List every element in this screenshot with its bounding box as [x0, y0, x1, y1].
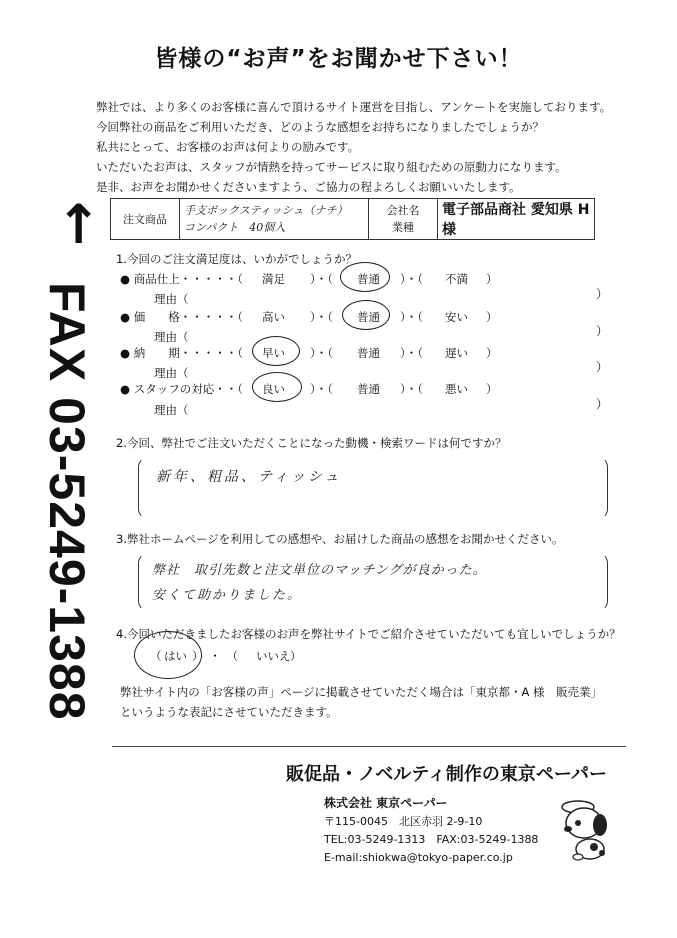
intro-line: 今回弊社の商品をご利用いただき、どのような感想をお持ちになりましたでしょうか？: [96, 120, 545, 134]
company-label: 会社名: [386, 204, 420, 217]
q1-reason-close: ）: [596, 397, 609, 411]
q1-option-selected: 良い: [262, 382, 285, 396]
divider: [112, 746, 626, 747]
q1-separator: ）・（: [400, 310, 423, 324]
intro-line: 弊社では、より多くのお客様に喜んで頂けるサイト運営を目指し、アンケートを実施しております。: [96, 100, 612, 114]
q1-paren-close: ）: [486, 346, 498, 360]
industry-label: 業種: [392, 221, 414, 234]
fax-number: FAX 03-5249-1388: [39, 282, 95, 721]
q1-reason-close: ）: [596, 360, 609, 374]
q1-option: 満足: [262, 272, 285, 286]
q1-paren-close: ）: [486, 382, 498, 396]
q1-option: 普通: [357, 346, 380, 360]
q1-reason-close: ）: [596, 324, 609, 338]
product-line: 手支ボックスティッシュ（ナチ）: [184, 204, 348, 217]
q4-note: 弊社サイト内の「お客様の声」ページに掲載させていただく場合は「東京都・A 様 販売業」: [120, 685, 602, 699]
q1-option: 安い: [445, 310, 468, 324]
q1-item-label: ● 納 期・・・・・（: [120, 346, 243, 360]
q1-option: 高い: [262, 310, 285, 324]
q1-option: 不満: [445, 272, 468, 286]
footer-email: E-mail:shiokwa@tokyo-paper.co.jp: [324, 851, 513, 864]
q3-answer-line: 弊社 取引先数と注文単位のマッチングが良かった。: [152, 563, 487, 578]
q4-paren-close: ）: [290, 649, 302, 663]
selection-circle: [342, 300, 390, 330]
q1-reason-label: 理由（: [154, 403, 189, 417]
q1-separator: ）・（: [400, 382, 423, 396]
q1-paren-close: ）: [486, 272, 498, 286]
q1-reason-label: 理由（: [154, 330, 189, 344]
intro-line: 私共にとって、お客様のお声は何よりの励みです。: [96, 140, 360, 154]
q1-option: 普通: [357, 382, 380, 396]
q1-separator: ）・（: [400, 272, 423, 286]
footer-address: 〒115-0045 北区赤羽 2-9-10: [324, 815, 483, 828]
q1-question: 1.今回のご注文満足度は、いかがでしょうか？: [116, 252, 357, 266]
q1-option: 遅い: [445, 346, 468, 360]
company-label-cell: [369, 199, 438, 240]
q4-separator: ） ・ （: [192, 649, 238, 663]
dog-mascot-icon: [556, 795, 618, 863]
q1-option-selected: 普通: [357, 310, 380, 324]
selection-circle: [252, 336, 300, 366]
q3-question: 3.弊社ホームページを利用しての感想や、お届けした商品の感想をお聞かせください。: [116, 532, 564, 546]
product-line: コンパクト 40個入: [184, 221, 286, 234]
q1-reason-label: 理由（: [154, 292, 189, 306]
q1-option-selected: 早い: [262, 346, 285, 360]
q4-question: 4.今回いただきましたお客様のお声を弊社サイトでご紹介させていただいても宜しいでしょうか？: [116, 627, 621, 641]
q1-separator: ）・（: [310, 310, 333, 324]
q1-reason-close: ）: [596, 287, 609, 301]
q1-option-selected: 普通: [357, 272, 380, 286]
q1-separator: ）・（: [310, 346, 333, 360]
footer-brand: 販促品・ノベルティ制作の東京ペーパー: [286, 764, 607, 785]
q3-answer-line: 安くて助かりました。: [152, 588, 303, 603]
q1-item-label: ● 価 格・・・・・（: [120, 310, 243, 324]
intro-line: いただいたお声は、スタッフが情熱を持ってサービスに取り組むための原動力になります。: [96, 160, 567, 174]
q2-question: 2.今回、弊社でご注文いただくことになった動機・検索ワードは何ですか？: [116, 436, 507, 450]
page-title: 皆様の“お声”をお聞かせ下さい！: [154, 46, 523, 72]
q1-separator: ）・（: [400, 346, 423, 360]
product-label: 注文商品: [111, 199, 180, 240]
q1-separator: ）・（: [310, 382, 333, 396]
selection-circle: [252, 372, 302, 402]
q1-reason-label: 理由（: [154, 366, 189, 380]
footer-company: 株式会社 東京ペーパー: [324, 796, 448, 810]
order-info-table: [110, 198, 595, 240]
q4-yes: はい: [164, 649, 187, 663]
selection-circle: [134, 631, 202, 679]
q4-note: というような表記にさせていただきます。: [120, 705, 338, 719]
q1-paren-close: ）: [486, 310, 498, 324]
q4-paren-open: （: [150, 649, 162, 663]
q1-item-label: ● 商品仕上・・・・・（: [120, 272, 243, 286]
q2-answer: 新年、粗品、ティッシュ: [156, 469, 342, 485]
q1-separator: ）・（: [310, 272, 333, 286]
footer-tel-fax: TEL:03-5249-1313 FAX:03-5249-1388: [324, 833, 539, 846]
q1-option: 悪い: [445, 382, 468, 396]
q1-item-label: ● スタッフの対応・・（: [120, 382, 243, 396]
product-value: [180, 199, 369, 240]
intro-line: 是非、お声をお聞かせくださいますよう、ご協力の程よろしくお願いいたします。: [96, 180, 521, 194]
q4-no: いいえ: [256, 649, 291, 663]
company-value: 電子部品商社 愛知県 H様: [438, 199, 595, 240]
up-arrow-icon: ↑: [56, 193, 102, 256]
selection-circle: [340, 262, 390, 292]
